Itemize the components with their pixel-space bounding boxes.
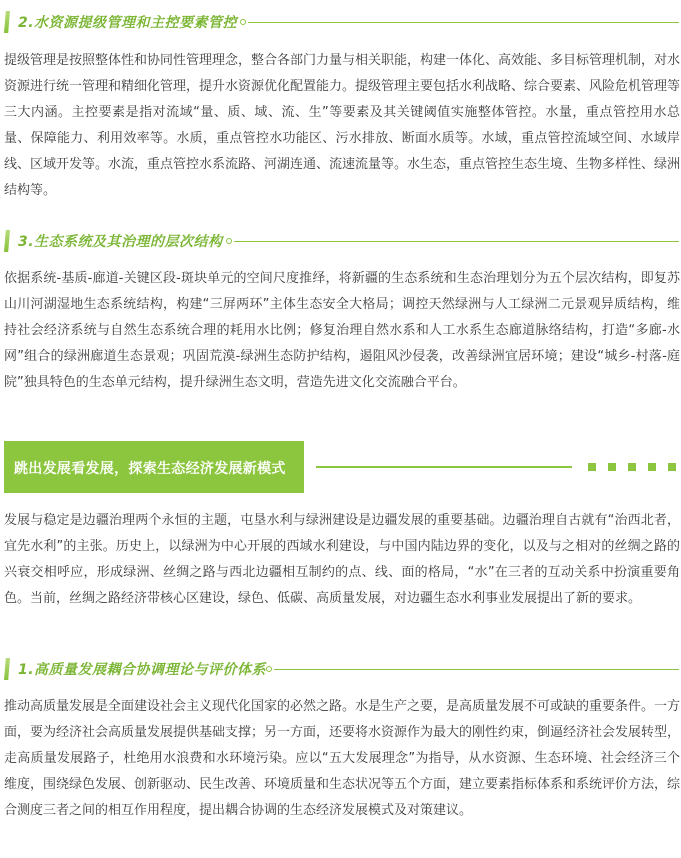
- paragraph-water-management: 提级管理是按照整体性和协同性管理理念，整合各部门力量与相关职能，构建一体化、高效能、多目标管理机制，对水资源进行统一管理和精细化管理，提升水资源优化配置能力。提级管理主要包括水利战略、综合要素、风险危机管理等三大内涵。主控要素是指对流域“量、质、域、流、生”等要素及其关键阈值实施整体管控。水量，重点管控用水总量、保障能力、利用效率等。水质，重点管控水功能区、污水排放、断面水质等。水域，重点管控流域空间、水域岸线、区域开发等。水流，重点管控水系流路、河湖连通、流速流量等。水生态，重点管控生态生境、生物多样性、绿洲结构等。: [4, 53, 681, 198]
- banner-square-icon: [628, 463, 636, 471]
- section-heading-coupling-theory: [4, 656, 681, 682]
- banner-square-icon: [588, 463, 596, 471]
- section-title: 2.水资源提级管理和主控要素管控: [18, 15, 238, 31]
- heading-divider: [234, 241, 679, 242]
- paragraph-ecosystem-structure: 依据系统-基质-廊道-关键区段-斑块单元的空间尺度推绎，将新疆的生态系统和生态治理划分为五个层次结构，即复苏山川河湖湿地生态系统结构，构建“三屏两环”主体生态安全大格局；调控天然绿洲与人工绿洲二元景观异质结构，维持社会经济系统与自然生态系统合理的耗用水比例；修复治理自然水系和人工水系生态廊道脉络结构，打造“多廊-水网”组合的绿洲廊道生态景观；巩固荒漠-绿洲生态防护结构，遏阻风沙侵袭，改善绿洲宜居环境；建设“城乡-村落-庭院”独具特色的生态单元结构，提升绿洲生态文明，营造先进文化交流融合平台。: [4, 271, 680, 390]
- paragraph-frontier-development: 发展与稳定是边疆治理两个永恒的主题，屯垦水利与绿洲建设是边疆发展的重要基础。边疆治理自古就有“治西北者，宜先水利”的主张。历史上，以绿洲为中心开展的西域水利建设，与中国内陆边界的变化，以及与之相对的丝绸之路的兴衰交相呼应，形成绿洲、丝绸之路与西北边疆相互制约的点、线、面的格局，“水”在三者的互动关系中扮演重要角色。当前，丝绸之路经济带核心区建设，绿色、低碳、高质量发展，对边疆生态水利事业发展提出了新的要求。: [4, 513, 680, 606]
- banner-line: [316, 466, 572, 468]
- heading-dot-icon: [240, 19, 246, 25]
- banner-square-icon: [608, 463, 616, 471]
- banner-square-icon: [668, 463, 676, 471]
- heading-dot-icon: [226, 238, 232, 244]
- section-heading-water-management: [4, 9, 681, 35]
- heading-bar-icon: [4, 658, 10, 680]
- section-heading-ecosystem-structure: [4, 228, 681, 254]
- paragraph-coupling-theory: 推动高质量发展是全面建设社会主义现代化国家的必然之路。水是生产之要，是高质量发展不可或缺的重要条件。一方面，要为经济社会高质量发展提供基础支撑；另一方面，还要将水资源作为最大的刚性约束，倒逼经济社会发展转型，走高质量发展路子，杜绝用水浪费和水环境污染。应以“五大发展理念”为指导，从水资源、生态环境、社会经济三个维度，围绕绿色发展、创新驱动、民生改善、环境质量和生态状况等五个方面，建立要素指标体系和系统评价方法，综合测度三者之间的相互作用程度，提出耦合协调的生态经济发展模式及对策建议。: [4, 699, 681, 818]
- chapter-banner: [4, 441, 680, 493]
- heading-bar-icon: [4, 230, 10, 252]
- heading-dot-icon: [266, 666, 272, 672]
- heading-bar-icon: [4, 11, 10, 33]
- heading-divider: [274, 669, 679, 670]
- banner-box: [4, 441, 304, 493]
- heading-divider: [248, 22, 679, 23]
- banner-title: 跳出发展看发展，探索生态经济发展新模式: [14, 461, 286, 477]
- section-title: 3.生态系统及其治理的层次结构: [18, 234, 223, 250]
- section-title: 1.高质量发展耦合协调理论与评价体系: [18, 662, 267, 678]
- banner-square-icon: [648, 463, 656, 471]
